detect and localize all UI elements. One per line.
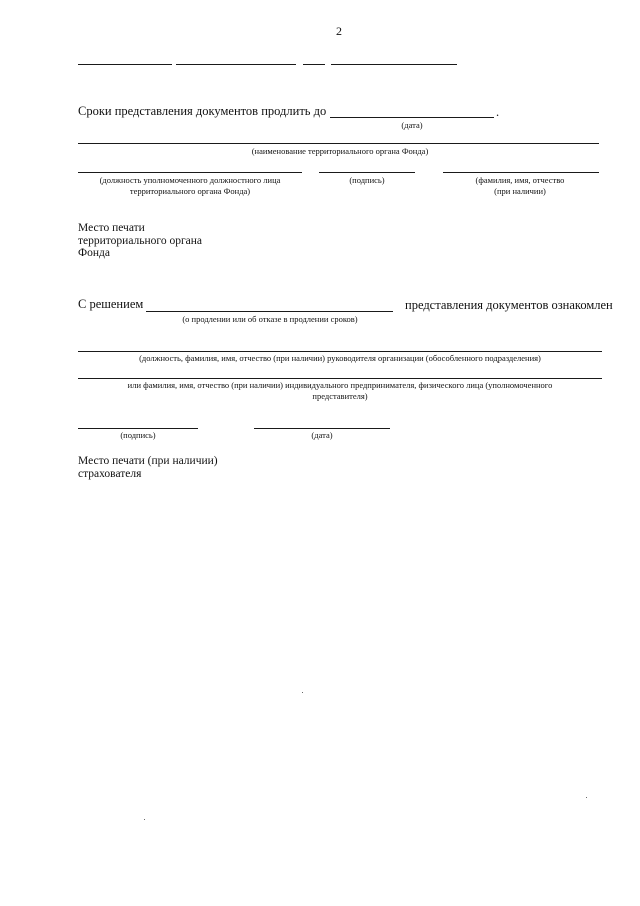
deadline-date-caption: (дата) <box>401 120 423 130</box>
organization-head-field[interactable] <box>78 351 602 352</box>
decision-caption: (о продлении или об отказе в продлении сроков) <box>182 314 358 324</box>
fund-official-caption: (должность уполномоченного должностного лица территориального органа Фонда) <box>99 175 281 196</box>
fund-official-field[interactable] <box>78 172 302 173</box>
decision-prefix: С решением <box>78 297 144 311</box>
insurer-stamp-placeholder: Место печати (при наличии) страхователя <box>78 455 218 480</box>
scan-speck <box>586 797 587 798</box>
deadline-date-field[interactable] <box>330 117 494 118</box>
top-blank-line-4 <box>331 64 457 65</box>
fund-authority-name-field[interactable] <box>78 143 599 144</box>
fund-fio-field[interactable] <box>443 172 599 173</box>
top-blank-line-3 <box>303 64 325 65</box>
insurer-date-field[interactable] <box>254 428 390 429</box>
fund-fio-caption: (фамилия, имя, отчество (при наличии) <box>475 175 565 196</box>
organization-head-caption: (должность, фамилия, имя, отчество (при наличии) руководителя организации (обособленного подразделения) <box>139 353 541 363</box>
entrepreneur-field[interactable] <box>78 378 602 379</box>
insurer-date-caption: (дата) <box>311 430 333 440</box>
page-number: 2 <box>336 24 342 38</box>
fund-stamp-placeholder: Место печати территориального органа Фонда <box>78 222 203 259</box>
deadline-period: . <box>496 105 500 119</box>
scan-speck <box>302 692 303 693</box>
entrepreneur-caption: или фамилия, имя, отчество (при наличии) индивидуального предпринимателя, физического лица (уполномоченного представителя) <box>127 380 553 401</box>
top-blank-line-1 <box>78 64 172 65</box>
insurer-signature-caption: (подпись) <box>120 430 156 440</box>
scan-speck <box>144 819 145 820</box>
decision-suffix: представления документов ознакомлен <box>405 298 613 312</box>
insurer-signature-field[interactable] <box>78 428 198 429</box>
extend-deadline-text: Сроки представления документов продлить до <box>78 104 327 118</box>
decision-field[interactable] <box>146 311 393 312</box>
fund-authority-name-caption: (наименование территориального органа Фонда) <box>251 146 429 156</box>
fund-signature-field[interactable] <box>319 172 415 173</box>
fund-signature-caption: (подпись) <box>349 175 385 185</box>
top-blank-line-2 <box>176 64 296 65</box>
